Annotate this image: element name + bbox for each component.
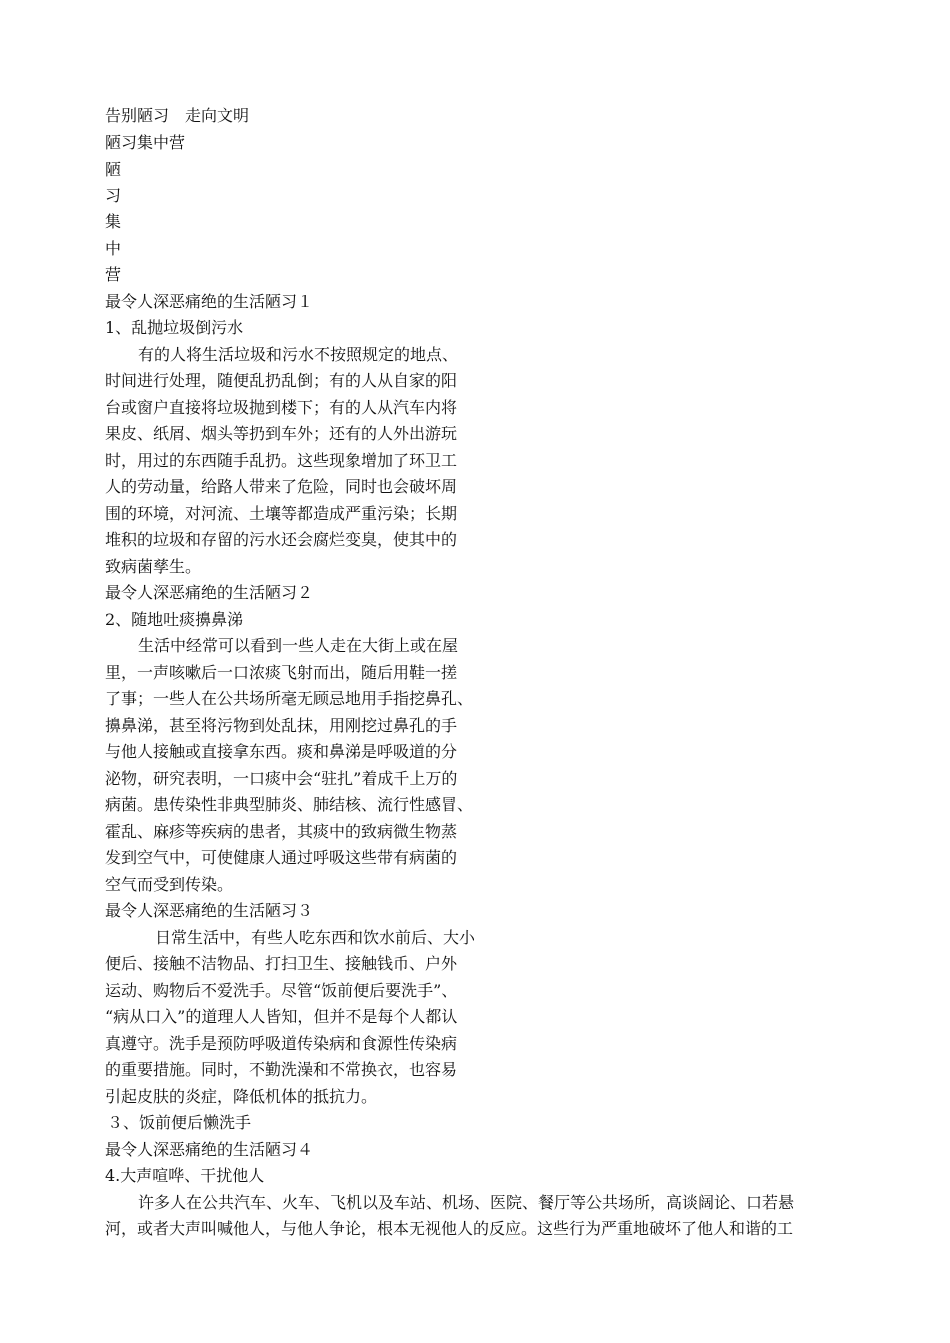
document-title: 告别陋习 走向文明 bbox=[105, 106, 250, 125]
section-subheading: ３、饭前便后懒洗手 bbox=[107, 1113, 252, 1132]
vertical-char: 中 bbox=[105, 239, 122, 258]
document-subtitle: 陋习集中营 bbox=[105, 133, 186, 152]
paragraph-line: 霍乱、麻疹等疾病的患者，其痰中的致病微生物蒸 bbox=[105, 822, 458, 841]
section-heading: 最令人深恶痛绝的生活陋习１ bbox=[105, 292, 314, 311]
section-subheading: 4.大声喧哗、干扰他人 bbox=[105, 1166, 265, 1185]
paragraph-line: 台或窗户直接将垃圾抛到楼下；有的人从汽车内将 bbox=[105, 398, 458, 417]
vertical-char: 陋 bbox=[105, 160, 122, 179]
paragraph-line: 许多人在公共汽车、火车、飞机以及车站、机场、医院、餐厅等公共场所，高谈阔论、口若悬 bbox=[138, 1193, 795, 1212]
paragraph-line: 与他人接触或直接拿东西。痰和鼻涕是呼吸道的分 bbox=[105, 742, 458, 761]
paragraph-line: 泌物，研究表明，一口痰中会“驻扎”着成千上万的 bbox=[105, 769, 458, 788]
paragraph-line: “病从口入”的道理人人皆知，但并不是每个人都认 bbox=[105, 1007, 458, 1026]
section-heading: 最令人深恶痛绝的生活陋习２ bbox=[105, 583, 314, 602]
section-heading: 最令人深恶痛绝的生活陋习４ bbox=[105, 1140, 314, 1159]
vertical-char: 营 bbox=[105, 265, 122, 284]
paragraph-line: 发到空气中，可使健康人通过呼吸这些带有病菌的 bbox=[105, 848, 458, 867]
paragraph-line: 病菌。患传染性非典型肺炎、肺结核、流行性感冒、 bbox=[105, 795, 474, 814]
paragraph-line: 便后、接触不洁物品、打扫卫生、接触钱币、户外 bbox=[105, 954, 458, 973]
paragraph-line: 的重要措施。同时，不勤洗澡和不常换衣，也容易 bbox=[105, 1060, 458, 1079]
paragraph-line: 河，或者大声叫喊他人，与他人争论，根本无视他人的反应。这些行为严重地破坏了他人和谐的工 bbox=[105, 1219, 794, 1238]
paragraph-line: 堆积的垃圾和存留的污水还会腐烂变臭，使其中的 bbox=[105, 530, 458, 549]
paragraph-line: 运动、购物后不爱洗手。尽管“饭前便后要洗手”、 bbox=[105, 981, 458, 1000]
paragraph-line: 生活中经常可以看到一些人走在大街上或在屋 bbox=[138, 636, 459, 655]
paragraph-line: 日常生活中，有些人吃东西和饮水前后、大小 bbox=[155, 928, 476, 947]
section-subheading: 1、乱抛垃圾倒污水 bbox=[105, 318, 244, 337]
paragraph-line: 擤鼻涕，甚至将污物到处乱抹，用刚挖过鼻孔的手 bbox=[105, 716, 458, 735]
paragraph-line: 时间进行处理，随便乱扔乱倒；有的人从自家的阳 bbox=[105, 371, 458, 390]
vertical-char: 集 bbox=[105, 212, 122, 231]
section-heading: 最令人深恶痛绝的生活陋习３ bbox=[105, 901, 314, 920]
paragraph-line: 时，用过的东西随手乱扔。这些现象增加了环卫工 bbox=[105, 451, 458, 470]
paragraph-line: 引起皮肤的炎症，降低机体的抵抗力。 bbox=[105, 1087, 378, 1106]
paragraph-line: 有的人将生活垃圾和污水不按照规定的地点、 bbox=[138, 345, 459, 364]
paragraph-line: 真遵守。洗手是预防呼吸道传染病和食源性传染病 bbox=[105, 1034, 458, 1053]
paragraph-line: 人的劳动量，给路人带来了危险，同时也会破坏周 bbox=[105, 477, 458, 496]
paragraph-line: 里，一声咳嗽后一口浓痰飞射而出，随后用鞋一搓 bbox=[105, 663, 458, 682]
paragraph-line: 空气而受到传染。 bbox=[105, 875, 234, 894]
paragraph-line: 了事；一些人在公共场所毫无顾忌地用手指挖鼻孔、 bbox=[105, 689, 474, 708]
section-subheading: 2、随地吐痰擤鼻涕 bbox=[105, 610, 244, 629]
paragraph-line: 致病菌孳生。 bbox=[105, 557, 202, 576]
paragraph-line: 果皮、纸屑、烟头等扔到车外；还有的人外出游玩 bbox=[105, 424, 458, 443]
paragraph-line: 围的环境，对河流、土壤等都造成严重污染；长期 bbox=[105, 504, 458, 523]
vertical-char: 习 bbox=[105, 186, 122, 205]
